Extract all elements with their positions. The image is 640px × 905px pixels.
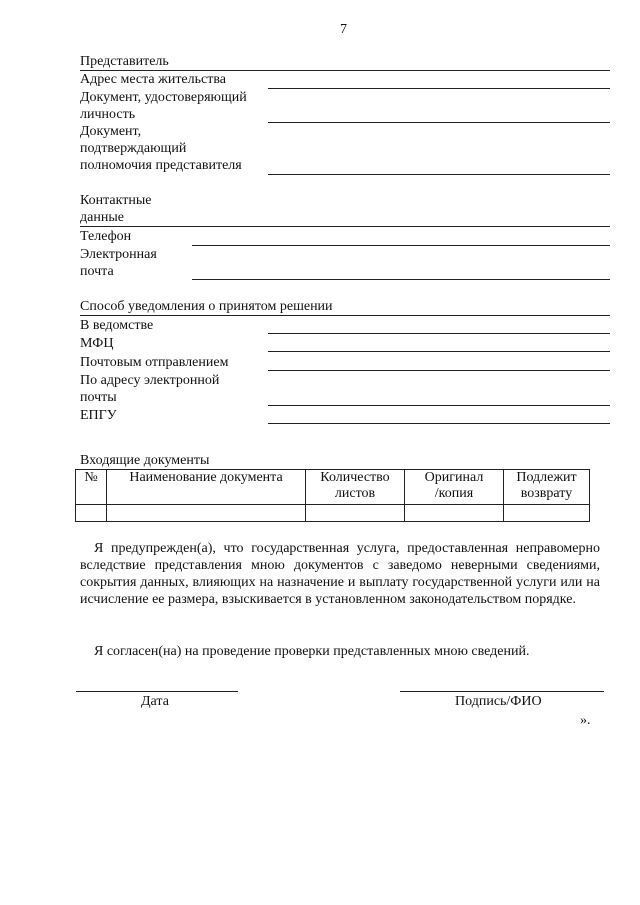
email-label-2: почта	[80, 264, 114, 279]
column-header-number-line: №	[84, 470, 98, 485]
column-header-count-line-1: Количество	[320, 470, 390, 485]
signature-field[interactable]	[400, 691, 604, 692]
notification-option-mfc: МФЦ	[80, 336, 114, 351]
email-label-1: Электронная	[80, 247, 157, 262]
contacts-heading-2: данные	[80, 210, 124, 225]
signature-label: Подпись/ФИО	[455, 694, 542, 709]
closing-quote: ».	[580, 713, 591, 728]
notification-field-email[interactable]	[268, 405, 610, 406]
table-cell-number[interactable]	[76, 505, 107, 522]
table-cell-count[interactable]	[306, 505, 405, 522]
incoming-documents-table	[75, 469, 590, 522]
column-header-return	[504, 470, 590, 505]
warning-paragraph	[80, 540, 600, 608]
column-header-count-line-2: листов	[334, 486, 376, 501]
notification-field-mfc[interactable]	[268, 351, 610, 352]
email-field[interactable]	[192, 279, 610, 280]
representative-heading-underline	[80, 70, 610, 71]
phone-label: Телефон	[80, 229, 132, 244]
address-field[interactable]	[268, 88, 610, 89]
column-header-return-line-1: Подлежит	[516, 470, 577, 485]
column-header-name-line: Наименование документа	[129, 470, 283, 485]
column-header-count	[306, 470, 405, 505]
table-row	[76, 505, 590, 522]
column-header-name	[107, 470, 306, 505]
address-label: Адрес места жительства	[80, 72, 226, 87]
consent-paragraph	[94, 643, 604, 660]
column-header-original-line-1: Оригинал	[424, 470, 484, 485]
notification-field-department[interactable]	[268, 333, 610, 334]
warning-text: Я предупрежден(а), что государственная услуга, предоставленная неправомерно вследствие представления мною документов с заведомо неверными сведениями, сокрытия данных, влияющих на назначение и выплату государственной услуги или на исчисление ее размера, взыскивается в установленном законодательством порядке.	[80, 541, 600, 607]
notification-option-email-1: По адресу электронной	[80, 373, 220, 388]
power-doc-label-2: подтверждающий	[80, 141, 187, 156]
power-doc-label-3: полномочия представителя	[80, 158, 242, 173]
consent-text: Я согласен(на) на проведение проверки представленных мною сведений.	[94, 644, 530, 659]
notification-option-email-2: почты	[80, 390, 117, 405]
incoming-heading: Входящие документы	[80, 453, 210, 468]
notification-heading: Способ уведомления о принятом решении	[80, 299, 333, 314]
column-header-return-line-2: возврату	[520, 486, 573, 501]
column-header-original	[405, 470, 504, 505]
phone-field[interactable]	[192, 245, 610, 246]
notification-option-department: В ведомстве	[80, 318, 154, 333]
table-header-row	[76, 470, 590, 505]
column-header-original-line-2: /копия	[434, 486, 474, 501]
page-number: 7	[340, 22, 347, 37]
contacts-heading-1: Контактные	[80, 193, 152, 208]
power-doc-field[interactable]	[268, 174, 610, 175]
notification-field-post[interactable]	[268, 370, 610, 371]
notification-option-epgu: ЕПГУ	[80, 408, 117, 423]
id-doc-label-2: личность	[80, 107, 136, 122]
id-doc-field[interactable]	[268, 122, 610, 123]
representative-heading: Представитель	[80, 54, 169, 69]
id-doc-label-1: Документ, удостоверяющий	[80, 90, 247, 105]
table-cell-original[interactable]	[405, 505, 504, 522]
notification-option-post: Почтовым отправлением	[80, 355, 229, 370]
table-cell-name[interactable]	[107, 505, 306, 522]
table-cell-return[interactable]	[504, 505, 590, 522]
notification-heading-underline	[80, 315, 610, 316]
date-label: Дата	[141, 694, 169, 709]
contacts-heading-underline	[80, 226, 610, 227]
column-header-number	[76, 470, 107, 505]
date-field[interactable]	[76, 691, 238, 692]
notification-field-epgu[interactable]	[268, 423, 610, 424]
power-doc-label-1: Документ,	[80, 124, 142, 139]
